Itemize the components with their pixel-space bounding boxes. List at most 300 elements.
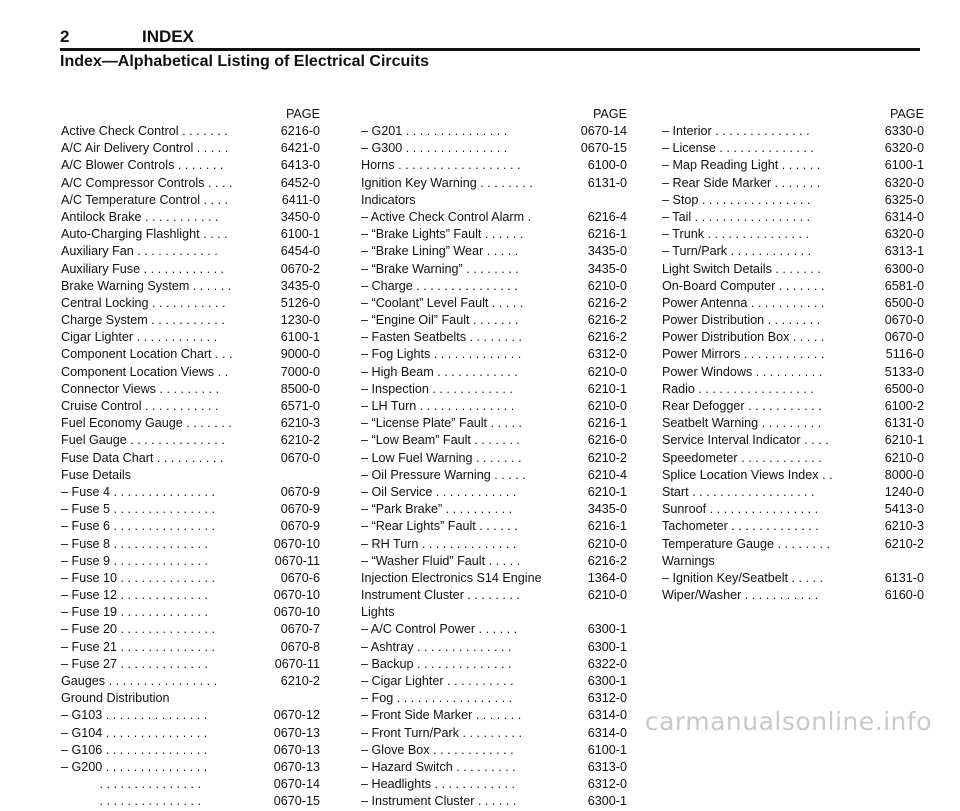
entry-page: 0670-8 [280, 639, 320, 654]
index-entry [662, 192, 924, 209]
entry-page: 0670-11 [274, 553, 320, 568]
entry-label: Connector Views . . . . . . . . . [61, 381, 219, 396]
index-entry [361, 243, 627, 260]
entry-page: 0670-13 [273, 759, 320, 774]
entry-page: 6325-0 [884, 192, 924, 207]
entry-page: 6216-2 [587, 553, 627, 568]
entry-label: Fuse Data Chart . . . . . . . . . . [61, 450, 224, 465]
entry-label: Fuel Gauge . . . . . . . . . . . . . . [61, 433, 225, 448]
index-entry [61, 484, 320, 501]
watermark: carmanualsonline.info [644, 707, 932, 736]
entry-page: 6581-0 [884, 278, 924, 293]
entry-page: 6320-0 [884, 175, 924, 190]
entry-page: 9000-0 [280, 347, 320, 362]
entry-page: 1240-0 [884, 484, 924, 499]
entry-label: Auxiliary Fan . . . . . . . . . . . . [61, 244, 218, 259]
entry-label: – Charge . . . . . . . . . . . . . . . [361, 278, 518, 293]
index-entry [662, 553, 924, 570]
entry-page: 0670-2 [280, 261, 320, 276]
index-entry [361, 553, 627, 570]
index-entry [662, 278, 924, 295]
entry-page: 6500-0 [884, 381, 924, 396]
index-entry [662, 432, 924, 449]
entry-label: Rear Defogger . . . . . . . . . . . [662, 399, 822, 413]
entry-label: Power Antenna . . . . . . . . . . . [662, 295, 825, 310]
entry-label: – Trunk . . . . . . . . . . . . . . . [662, 227, 809, 242]
index-entry [361, 123, 627, 140]
entry-label: – “Park Brake” . . . . . . . . . . [361, 502, 513, 517]
entry-label: – Fuse 10 . . . . . . . . . . . . . . [61, 570, 215, 585]
entry-label: Active Check Control . . . . . . . [61, 124, 228, 138]
entry-page: 6454-0 [280, 244, 320, 259]
entry-page: 0670-10 [273, 536, 320, 551]
entry-label: Power Distribution Box . . . . . [662, 330, 825, 345]
entry-label: Injection Electronics S14 Engine [361, 570, 542, 585]
entry-label: – G106 . . . . . . . . . . . . . . . [61, 742, 208, 757]
index-entry [662, 450, 924, 467]
index-entry [361, 450, 627, 467]
entry-label: – “Low Beam” Fault . . . . . . . [361, 433, 520, 448]
entry-label: – Headlights . . . . . . . . . . . . [361, 777, 515, 792]
index-entry [662, 346, 924, 363]
index-entry [361, 226, 627, 243]
entry-label: Lights [361, 605, 395, 620]
entry-page: 6210-0 [587, 588, 627, 603]
entry-page: 5413-0 [884, 502, 924, 517]
index-entry [361, 157, 627, 174]
index-entry [61, 157, 320, 174]
entry-label: – “Brake Lights” Fault . . . . . . [361, 227, 524, 242]
entry-page: 3435-0 [587, 244, 627, 259]
index-entry [61, 725, 320, 742]
index-entry [61, 793, 320, 810]
entry-label: – Active Check Control Alarm . [361, 209, 532, 224]
entry-page: 0670-9 [280, 502, 320, 517]
index-entry [61, 398, 320, 415]
index-entry [361, 604, 627, 621]
index-entry [61, 587, 320, 604]
entry-page: 3450-0 [280, 209, 320, 224]
entry-page: 0670-10 [273, 605, 320, 620]
index-entry [361, 346, 627, 363]
entry-page: 6210-3 [884, 519, 924, 534]
entry-label: – Ashtray . . . . . . . . . . . . . . [361, 639, 512, 654]
index-entry [361, 587, 627, 604]
entry-label: – “Rear Lights” Fault . . . . . . [361, 519, 518, 534]
entry-page: 6210-3 [280, 416, 320, 431]
entry-label: Fuse Details [61, 467, 131, 482]
index-entry [662, 209, 924, 226]
entry-label: – Fuse 12 . . . . . . . . . . . . . [61, 588, 208, 603]
entry-label: – Tail . . . . . . . . . . . . . . . . . [662, 209, 811, 224]
entry-page: 6313-0 [587, 759, 627, 774]
entry-label: Splice Location Views Index . . [662, 467, 833, 482]
entry-page: 6314-0 [587, 725, 627, 740]
entry-label: Gauges . . . . . . . . . . . . . . . . [61, 674, 218, 688]
entry-page: 8500-0 [280, 381, 320, 396]
entry-label: Ignition Key Warning . . . . . . . . [361, 175, 533, 190]
header-rule [60, 48, 920, 51]
entry-page: 0670-0 [884, 330, 924, 345]
entry-page: 6300-1 [587, 622, 627, 637]
entry-label: On-Board Computer . . . . . . . [662, 278, 825, 293]
index-entry [361, 209, 627, 226]
entry-page: 1230-0 [280, 313, 320, 328]
index-entry [61, 776, 320, 793]
entry-label: Indicators [361, 192, 416, 207]
entry-page: 5126-0 [280, 295, 320, 310]
index-entry [61, 673, 320, 690]
entry-page: 8000-0 [884, 467, 924, 482]
entry-label: – Map Reading Light . . . . . . [662, 158, 821, 173]
entry-page: 6100-1 [587, 742, 627, 757]
entry-page: 3435-0 [587, 502, 627, 517]
index-column-3 [662, 106, 924, 604]
index-entry [361, 192, 627, 209]
index-entry [61, 604, 320, 621]
index-entry [361, 415, 627, 432]
index-entry [662, 381, 924, 398]
index-entry [662, 518, 924, 535]
index-entry [61, 759, 320, 776]
entry-label: . . . . . . . . . . . . . . . [61, 777, 201, 792]
index-entry [361, 364, 627, 381]
entry-label: – Fuse 4 . . . . . . . . . . . . . . . [61, 484, 215, 499]
section-title: Index—Alphabetical Listing of Electrical Circuits [60, 53, 429, 70]
index-entry [361, 278, 627, 295]
index-column-1 [61, 106, 320, 811]
entry-label: – “Washer Fluid” Fault . . . . . [361, 553, 521, 568]
index-entry [61, 312, 320, 329]
entry-label: – Glove Box . . . . . . . . . . . . [361, 742, 514, 757]
index-entry [662, 261, 924, 278]
entry-page: 6160-0 [884, 588, 924, 603]
index-entry [61, 570, 320, 587]
entry-page: 6210-0 [587, 536, 627, 551]
index-entry [61, 278, 320, 295]
entry-label: A/C Compressor Controls . . . . [61, 175, 233, 190]
index-entry [61, 243, 320, 260]
entry-label: A/C Blower Controls . . . . . . . [61, 158, 224, 173]
entry-page: 6210-1 [587, 381, 627, 396]
entry-page: 6216-1 [587, 519, 627, 534]
entry-label: A/C Temperature Control . . . . [61, 192, 229, 207]
entry-label: Component Location Views . . [61, 364, 229, 379]
index-entry [61, 175, 320, 192]
index-entry [61, 381, 320, 398]
entry-page: 6210-0 [884, 450, 924, 465]
entry-page: 6300-0 [884, 261, 924, 276]
index-entry [61, 123, 320, 140]
index-entry [361, 673, 627, 690]
entry-label: – Turn/Park . . . . . . . . . . . . [662, 244, 812, 259]
entry-page: 6216-4 [587, 209, 627, 224]
entry-page: 6322-0 [587, 656, 627, 671]
entry-page: 0670-14 [273, 777, 320, 792]
index-entry [61, 656, 320, 673]
index-column-2 [361, 106, 627, 811]
entry-label: – LH Turn . . . . . . . . . . . . . . [361, 399, 515, 413]
index-entry [361, 742, 627, 759]
entry-label: – Backup . . . . . . . . . . . . . . [361, 656, 512, 671]
index-entry [61, 553, 320, 570]
entry-page: 6421-0 [280, 141, 320, 156]
index-entry [662, 243, 924, 260]
index-entry [361, 432, 627, 449]
index-entry [361, 536, 627, 553]
entry-label: Seatbelt Warning . . . . . . . . . [662, 416, 822, 431]
index-entry [61, 329, 320, 346]
index-entry [361, 793, 627, 810]
entry-label: – Fuse 9 . . . . . . . . . . . . . . [61, 553, 208, 568]
index-entry [361, 639, 627, 656]
index-entry [61, 346, 320, 363]
index-entry [662, 123, 924, 140]
entry-page: 6413-0 [280, 158, 320, 173]
entry-page: 6210-0 [587, 364, 627, 379]
entry-label: Service Interval Indicator . . . . [662, 433, 829, 448]
entry-page: 6216-2 [587, 330, 627, 345]
entry-page: 6100-0 [587, 158, 627, 173]
index-entry [662, 364, 924, 381]
index-entry [662, 295, 924, 312]
entry-page: 0670-11 [274, 656, 320, 671]
entry-page: 6210-2 [884, 536, 924, 551]
entry-label: A/C Air Delivery Control . . . . . [61, 141, 229, 156]
entry-label: – Fuse 5 . . . . . . . . . . . . . . . [61, 502, 215, 517]
entry-label: Antilock Brake . . . . . . . . . . . [61, 209, 219, 224]
entry-label: Light Switch Details . . . . . . . [662, 261, 821, 276]
index-entry [361, 570, 627, 587]
entry-label: – Rear Side Marker . . . . . . . [662, 175, 821, 190]
entry-label: – “Engine Oil” Fault . . . . . . . [361, 313, 519, 328]
entry-page: 7000-0 [280, 364, 320, 379]
entry-label: – Hazard Switch . . . . . . . . . [361, 759, 516, 774]
header-title: INDEX [142, 27, 194, 46]
entry-page: 6314-0 [884, 209, 924, 224]
entry-page: 0670-12 [273, 708, 320, 723]
entry-label: Auto-Charging Flashlight . . . . [61, 227, 228, 242]
page-number: 2 [60, 27, 70, 46]
index-entry [61, 226, 320, 243]
entry-label: – RH Turn . . . . . . . . . . . . . . [361, 536, 517, 551]
entry-label: Speedometer . . . . . . . . . . . . [662, 450, 822, 465]
entry-label: Power Mirrors . . . . . . . . . . . . [662, 347, 825, 362]
index-entry [61, 261, 320, 278]
entry-label: – Fuse 20 . . . . . . . . . . . . . . [61, 622, 215, 637]
entry-page: 6216-0 [280, 124, 320, 138]
index-entry [61, 140, 320, 157]
entry-page: 5116-0 [885, 347, 924, 362]
index-entry [61, 209, 320, 226]
entry-label: Horns . . . . . . . . . . . . . . . . . . [361, 158, 521, 173]
entry-page: 6216-2 [587, 313, 627, 328]
entry-page: 6330-0 [884, 124, 924, 138]
entry-label: – G201 . . . . . . . . . . . . . . . [361, 124, 508, 138]
entry-page: 6100-1 [280, 330, 320, 345]
entry-label: . . . . . . . . . . . . . . . [61, 794, 201, 809]
entry-label: Charge System . . . . . . . . . . . [61, 313, 225, 328]
entry-label: Tachometer . . . . . . . . . . . . . [662, 519, 819, 534]
entry-label: – G300 . . . . . . . . . . . . . . . [361, 141, 508, 156]
index-entry [61, 639, 320, 656]
entry-label: – Inspection . . . . . . . . . . . . [361, 381, 513, 396]
entry-label: – “Brake Warning” . . . . . . . . [361, 261, 519, 276]
index-entry [662, 140, 924, 157]
entry-page: 5133-0 [884, 364, 924, 379]
entry-page: 6216-1 [587, 416, 627, 431]
entry-page: 6300-1 [587, 674, 627, 688]
index-entry [61, 742, 320, 759]
entry-page: 6210-0 [587, 399, 627, 413]
index-entry [662, 157, 924, 174]
entry-page: 6100-1 [280, 227, 320, 242]
index-entry [662, 226, 924, 243]
entry-label: Instrument Cluster . . . . . . . . [361, 588, 520, 603]
entry-label: Power Distribution . . . . . . . . [662, 313, 821, 328]
entry-label: Component Location Chart . . . [61, 347, 233, 362]
column-page-header: PAGE [889, 107, 924, 121]
entry-page: 6216-0 [587, 433, 627, 448]
entry-label: – “Brake Lining” Wear . . . . . [361, 244, 519, 259]
index-entry [662, 312, 924, 329]
column-page-header: PAGE [285, 107, 320, 121]
entry-page: 6216-1 [587, 227, 627, 242]
entry-page: 6500-0 [884, 295, 924, 310]
entry-page: 0670-0 [280, 450, 320, 465]
index-entry [61, 518, 320, 535]
index-entry [361, 312, 627, 329]
index-entry [361, 467, 627, 484]
entry-label: Sunroof . . . . . . . . . . . . . . . . [662, 502, 819, 517]
entry-label: Start . . . . . . . . . . . . . . . . . . [662, 484, 815, 499]
entry-label: – Fuse 21 . . . . . . . . . . . . . . [61, 639, 215, 654]
entry-label: Auxiliary Fuse . . . . . . . . . . . . [61, 261, 225, 276]
entry-page: 6320-0 [884, 227, 924, 242]
index-entry [61, 707, 320, 724]
entry-label: – “Coolant” Level Fault . . . . . [361, 295, 524, 310]
index-entry [61, 467, 320, 484]
index-entry [662, 467, 924, 484]
entry-page: 3435-0 [280, 278, 320, 293]
entry-page: 6312-0 [587, 691, 627, 706]
entry-page: 0670-7 [280, 622, 320, 637]
entry-page: 6300-1 [587, 794, 627, 809]
entry-label: Ground Distribution [61, 691, 170, 706]
index-entry [61, 501, 320, 518]
entry-page: 6131-0 [587, 175, 627, 190]
entry-page: 6452-0 [280, 175, 320, 190]
index-entry [662, 587, 924, 604]
entry-page: 6411-0 [281, 192, 320, 207]
entry-page: 3435-0 [587, 261, 627, 276]
entry-page: 6210-1 [884, 433, 924, 448]
entry-label: Fuel Economy Gauge . . . . . . . [61, 416, 232, 431]
index-entry [662, 570, 924, 587]
entry-page: 6320-0 [884, 141, 924, 156]
entry-page: 0670-13 [273, 725, 320, 740]
index-entry [361, 329, 627, 346]
entry-label: Wiper/Washer . . . . . . . . . . . [662, 588, 819, 603]
index-entry [361, 381, 627, 398]
entry-label: – Ignition Key/Seatbelt . . . . . [662, 570, 824, 585]
index-entry [61, 690, 320, 707]
entry-label: – Stop . . . . . . . . . . . . . . . . [662, 192, 811, 207]
entry-page: 6131-0 [884, 416, 924, 431]
index-entry [662, 501, 924, 518]
index-entry [662, 329, 924, 346]
entry-label: – High Beam . . . . . . . . . . . . [361, 364, 518, 379]
index-entry [61, 415, 320, 432]
entry-label: – Fuse 8 . . . . . . . . . . . . . . [61, 536, 208, 551]
entry-page: 6210-2 [280, 674, 320, 688]
entry-label: – Fog Lights . . . . . . . . . . . . . [361, 347, 522, 362]
entry-label: Cruise Control . . . . . . . . . . . [61, 399, 219, 413]
entry-label: Central Locking . . . . . . . . . . . [61, 295, 226, 310]
entry-page: 6210-1 [587, 484, 627, 499]
column-page-header: PAGE [592, 107, 627, 121]
entry-label: Temperature Gauge . . . . . . . . [662, 536, 830, 551]
index-entry [662, 484, 924, 501]
index-entry [361, 621, 627, 638]
entry-label: Cigar Lighter . . . . . . . . . . . . [61, 330, 218, 345]
entry-label: – Cigar Lighter . . . . . . . . . . [361, 674, 514, 688]
index-entry [361, 175, 627, 192]
index-entry [662, 398, 924, 415]
entry-label: – Fuse 27 . . . . . . . . . . . . . [61, 656, 208, 671]
index-entry [662, 415, 924, 432]
entry-label: – Low Fuel Warning . . . . . . . [361, 450, 522, 465]
entry-page: 0670-10 [273, 588, 320, 603]
entry-page: 0670-15 [273, 794, 320, 809]
entry-label: – Fuse 6 . . . . . . . . . . . . . . . [61, 519, 215, 534]
entry-page: 6210-2 [280, 433, 320, 448]
entry-page: 1364-0 [587, 570, 627, 585]
index-entry [61, 536, 320, 553]
entry-page: 6100-2 [884, 399, 924, 413]
index-entry [61, 364, 320, 381]
index-entry [662, 536, 924, 553]
entry-page: 6312-0 [587, 347, 627, 362]
entry-page: 6300-1 [587, 639, 627, 654]
index-entry [361, 656, 627, 673]
entry-label: – Fasten Seatbelts . . . . . . . . [361, 330, 522, 345]
index-entry [361, 518, 627, 535]
index-entry [662, 175, 924, 192]
entry-page: 6100-1 [884, 158, 924, 173]
index-entry [361, 501, 627, 518]
entry-label: – G104 . . . . . . . . . . . . . . . [61, 725, 208, 740]
entry-page: 0670-13 [273, 742, 320, 757]
entry-page: 6131-0 [884, 570, 924, 585]
entry-page: 0670-15 [580, 141, 627, 156]
entry-label: – Oil Pressure Warning . . . . . [361, 467, 526, 482]
entry-page: 0670-9 [280, 519, 320, 534]
entry-label: Power Windows . . . . . . . . . . [662, 364, 823, 379]
entry-page: 0670-9 [280, 484, 320, 499]
entry-page: 6313-1 [884, 244, 924, 259]
index-entry [361, 484, 627, 501]
entry-label: – A/C Control Power . . . . . . [361, 622, 518, 637]
index-entry [361, 707, 627, 724]
index-entry [61, 450, 320, 467]
index-entry [361, 295, 627, 312]
index-entry [361, 725, 627, 742]
entry-page: 6210-4 [587, 467, 627, 482]
entry-page: 0670-6 [280, 570, 320, 585]
entry-label: – Fog . . . . . . . . . . . . . . . . . [361, 691, 513, 706]
index-entry [361, 759, 627, 776]
